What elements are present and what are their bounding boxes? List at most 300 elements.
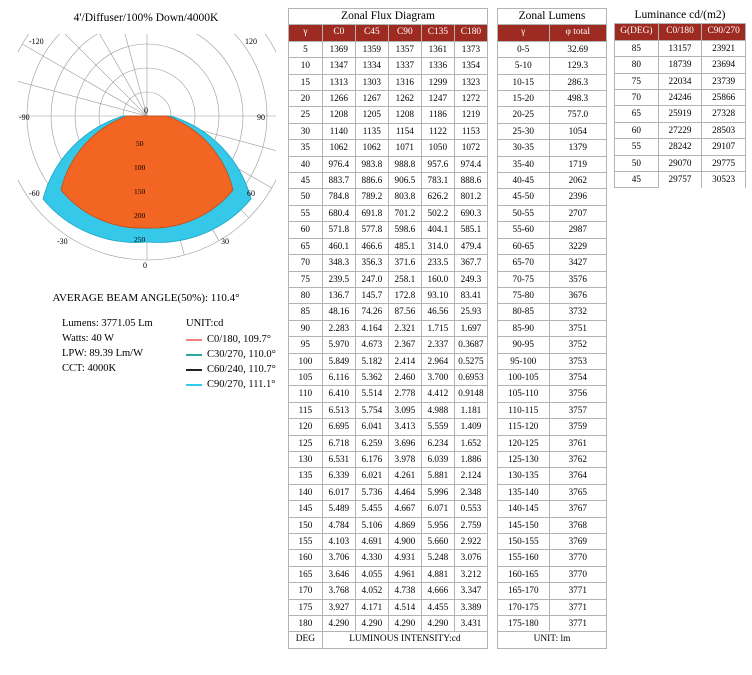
stat-lpw: LPW: 89.39 Lm/W <box>62 348 143 359</box>
table-row <box>498 304 607 320</box>
svg-text:0: 0 <box>143 261 147 270</box>
zonal-flux-cell-26-3: 4.261 <box>388 468 421 484</box>
svg-text:30: 30 <box>221 237 229 246</box>
zonal-flux-cell-10-5: 690.3 <box>454 205 487 221</box>
luminance-cell-8-2: 30523 <box>702 172 746 188</box>
zonal-lumens-cell-26-0: 130-135 <box>498 468 550 484</box>
polar-center-label: 0 <box>144 106 148 115</box>
luminance-cell-6-0: 55 <box>615 139 659 155</box>
zonal-flux-cell-27-3: 4.464 <box>388 484 421 500</box>
zonal-lumens-cell-11-0: 55-60 <box>498 222 550 238</box>
curve-legend <box>186 316 276 392</box>
zonal-flux-cell-28-4: 6.071 <box>421 501 454 517</box>
table-row <box>289 501 488 517</box>
zonal-flux-cell-23-0: 120 <box>289 419 323 435</box>
zonal-flux-cell-22-3: 3.095 <box>388 402 421 418</box>
zonal-lumens-cell-29-0: 145-150 <box>498 517 550 533</box>
zonal-flux-cell-15-5: 83.41 <box>454 287 487 303</box>
luminance-cell-4-2: 27328 <box>702 106 746 122</box>
zonal-flux-cell-15-1: 136.7 <box>322 287 355 303</box>
zonal-flux-cell-27-5: 2.348 <box>454 484 487 500</box>
zonal-flux-cell-8-4: 783.1 <box>421 173 454 189</box>
zonal-lumens-header-row <box>498 25 607 41</box>
luminance-title-row <box>615 8 746 24</box>
luminance-cell-3-2: 25866 <box>702 90 746 106</box>
table-row <box>498 534 607 550</box>
zonal-lumens-cell-4-0: 20-25 <box>498 107 550 123</box>
svg-text:60: 60 <box>247 189 255 198</box>
zonal-flux-cell-9-3: 803.8 <box>388 189 421 205</box>
zonal-flux-cell-28-0: 145 <box>289 501 323 517</box>
zonal-flux-cell-3-4: 1247 <box>421 91 454 107</box>
table-row <box>289 173 488 189</box>
table-row <box>498 484 607 500</box>
svg-text:-90: -90 <box>19 113 30 122</box>
zonal-flux-cell-9-0: 50 <box>289 189 323 205</box>
zonal-flux-cell-9-1: 784.8 <box>322 189 355 205</box>
zonal-lumens-cell-10-0: 50-55 <box>498 205 550 221</box>
table-row <box>289 402 488 418</box>
zonal-flux-cell-35-2: 4.290 <box>355 616 388 632</box>
table-row <box>498 501 607 517</box>
luminance-cell-8-0: 45 <box>615 172 659 188</box>
zonal-flux-cell-4-0: 25 <box>289 107 323 123</box>
zonal-lumens-cell-28-0: 140-145 <box>498 501 550 517</box>
zonal-flux-cell-29-5: 2.759 <box>454 517 487 533</box>
zonal-flux-cell-13-4: 233.5 <box>421 255 454 271</box>
zonal-flux-cell-31-5: 3.076 <box>454 550 487 566</box>
zonal-lumens-title: Zonal Lumens <box>498 9 607 25</box>
zonal-flux-cell-5-4: 1122 <box>421 123 454 139</box>
stat-watts: Watts: 40 W <box>62 333 115 344</box>
zonal-lumens-cell-25-0: 125-130 <box>498 451 550 467</box>
zonal-flux-cell-24-4: 6.234 <box>421 435 454 451</box>
luminance-cell-2-1: 22034 <box>658 73 702 89</box>
luminance-cell-1-0: 80 <box>615 57 659 73</box>
luminance-cell-2-0: 75 <box>615 73 659 89</box>
zonal-lumens-table-block <box>497 8 607 649</box>
table-row <box>289 123 488 139</box>
zonal-lumens-cell-8-1: 2062 <box>549 173 607 189</box>
zonal-flux-cell-26-0: 135 <box>289 468 323 484</box>
table-row <box>289 550 488 566</box>
zonal-lumens-cell-15-0: 75-80 <box>498 287 550 303</box>
zonal-flux-cell-26-2: 6.021 <box>355 468 388 484</box>
table-row <box>289 435 488 451</box>
zonal-flux-cell-33-4: 4.666 <box>421 583 454 599</box>
zonal-flux-cell-29-2: 5.106 <box>355 517 388 533</box>
zonal-flux-cell-17-1: 2.283 <box>322 320 355 336</box>
zonal-flux-cell-23-1: 6.695 <box>322 419 355 435</box>
table-row <box>289 369 488 385</box>
table-row <box>289 156 488 172</box>
zonal-flux-cell-0-5: 1373 <box>454 41 487 57</box>
zonal-flux-cell-20-3: 2.460 <box>388 369 421 385</box>
zonal-lumens-cell-16-0: 80-85 <box>498 304 550 320</box>
zonal-lumens-cell-33-0: 165-170 <box>498 583 550 599</box>
table-row <box>498 599 607 615</box>
zonal-lumens-cell-9-1: 2396 <box>549 189 607 205</box>
zonal-lumens-cell-32-1: 3770 <box>549 566 607 582</box>
zonal-lumens-cell-2-1: 286.3 <box>549 74 607 90</box>
zonal-flux-cell-20-2: 5.362 <box>355 369 388 385</box>
zonal-lumens-table <box>497 8 607 649</box>
table-row <box>498 386 607 402</box>
svg-text:50: 50 <box>136 139 144 148</box>
zonal-flux-cell-32-0: 165 <box>289 566 323 582</box>
svg-text:200: 200 <box>134 211 146 220</box>
zonal-flux-cell-29-0: 150 <box>289 517 323 533</box>
zonal-lumens-cell-7-0: 35-40 <box>498 156 550 172</box>
svg-text:100: 100 <box>134 163 146 172</box>
zonal-flux-cell-7-2: 983.8 <box>355 156 388 172</box>
zonal-flux-cell-33-0: 170 <box>289 583 323 599</box>
zonal-flux-footer-right: LUMINOUS INTENSITY:cd <box>322 632 487 648</box>
zonal-flux-cell-11-1: 571.8 <box>322 222 355 238</box>
zonal-flux-cell-21-5: 0.9148 <box>454 386 487 402</box>
table-row <box>289 107 488 123</box>
table-row <box>289 74 488 90</box>
luminance-header-row <box>615 24 746 40</box>
zonal-lumens-cell-21-0: 105-110 <box>498 386 550 402</box>
legend-item-c0-180 <box>186 332 276 347</box>
svg-text:120: 120 <box>245 37 257 46</box>
zonal-flux-cell-22-1: 6.513 <box>322 402 355 418</box>
zonal-lumens-cell-11-1: 2987 <box>549 222 607 238</box>
zonal-flux-cell-12-2: 466.6 <box>355 238 388 254</box>
zonal-flux-cell-18-2: 4.673 <box>355 337 388 353</box>
zonal-lumens-cell-20-0: 100-105 <box>498 369 550 385</box>
zonal-flux-cell-10-4: 502.2 <box>421 205 454 221</box>
zonal-lumens-cell-1-1: 129.3 <box>549 58 607 74</box>
zonal-lumens-title-row <box>498 9 607 25</box>
table-row <box>289 189 488 205</box>
zonal-flux-cell-16-1: 48.16 <box>322 304 355 320</box>
zonal-flux-cell-1-2: 1334 <box>355 58 388 74</box>
zonal-flux-cell-0-2: 1359 <box>355 41 388 57</box>
zonal-flux-cell-35-4: 4.290 <box>421 616 454 632</box>
zonal-lumens-cell-17-0: 85-90 <box>498 320 550 336</box>
zonal-flux-cell-7-3: 988.8 <box>388 156 421 172</box>
zonal-flux-cell-20-1: 6.116 <box>322 369 355 385</box>
zonal-flux-cell-5-1: 1140 <box>322 123 355 139</box>
zonal-flux-cell-13-3: 371.6 <box>388 255 421 271</box>
zonal-lumens-cell-5-1: 1054 <box>549 123 607 139</box>
zonal-flux-cell-13-0: 70 <box>289 255 323 271</box>
zonal-flux-cell-14-3: 258.1 <box>388 271 421 287</box>
zonal-flux-cell-31-1: 3.706 <box>322 550 355 566</box>
zonal-flux-cell-4-5: 1219 <box>454 107 487 123</box>
zonal-flux-cell-1-3: 1337 <box>388 58 421 74</box>
zonal-flux-header-2: C45 <box>355 25 388 41</box>
luminance-cell-6-2: 29107 <box>702 139 746 155</box>
table-row <box>498 451 607 467</box>
zonal-flux-cell-34-5: 3.389 <box>454 599 487 615</box>
zonal-flux-cell-14-2: 247.0 <box>355 271 388 287</box>
table-row <box>498 255 607 271</box>
table-row <box>498 222 607 238</box>
zonal-flux-cell-8-3: 906.5 <box>388 173 421 189</box>
zonal-flux-cell-14-1: 239.5 <box>322 271 355 287</box>
zonal-flux-cell-2-1: 1313 <box>322 74 355 90</box>
zonal-lumens-cell-23-0: 115-120 <box>498 419 550 435</box>
zonal-flux-cell-30-3: 4.900 <box>388 534 421 550</box>
zonal-flux-cell-34-2: 4.171 <box>355 599 388 615</box>
zonal-flux-cell-3-1: 1266 <box>322 91 355 107</box>
zonal-flux-cell-11-0: 60 <box>289 222 323 238</box>
zonal-flux-cell-24-3: 3.696 <box>388 435 421 451</box>
polar-plot-svg <box>18 34 276 284</box>
zonal-flux-cell-24-0: 125 <box>289 435 323 451</box>
zonal-flux-cell-10-0: 55 <box>289 205 323 221</box>
zonal-flux-cell-30-4: 5.660 <box>421 534 454 550</box>
zonal-lumens-cell-29-1: 3768 <box>549 517 607 533</box>
luminance-cell-1-1: 18739 <box>658 57 702 73</box>
svg-text:-60: -60 <box>29 189 40 198</box>
zonal-lumens-cell-34-1: 3771 <box>549 599 607 615</box>
svg-text:250: 250 <box>134 235 146 244</box>
luminance-cell-7-2: 29775 <box>702 155 746 171</box>
zonal-flux-cell-1-0: 10 <box>289 58 323 74</box>
zonal-flux-cell-1-1: 1347 <box>322 58 355 74</box>
zonal-flux-cell-11-2: 577.8 <box>355 222 388 238</box>
table-row <box>289 616 488 632</box>
zonal-flux-cell-18-0: 95 <box>289 337 323 353</box>
zonal-lumens-cell-14-0: 70-75 <box>498 271 550 287</box>
zonal-flux-cell-31-2: 4.330 <box>355 550 388 566</box>
luminance-header-0: G(DEG) <box>615 24 659 40</box>
table-row <box>289 320 488 336</box>
legend-swatch-c0-180 <box>186 339 202 341</box>
zonal-lumens-cell-3-0: 15-20 <box>498 91 550 107</box>
luminance-cell-5-0: 60 <box>615 122 659 138</box>
zonal-flux-cell-12-5: 479.4 <box>454 238 487 254</box>
zonal-flux-cell-30-1: 4.103 <box>322 534 355 550</box>
zonal-flux-cell-14-0: 75 <box>289 271 323 287</box>
stat-cct: CCT: 4000K <box>62 363 117 374</box>
zonal-lumens-cell-3-1: 498.3 <box>549 91 607 107</box>
luminance-cell-7-0: 50 <box>615 155 659 171</box>
legend-label-c0-180: C0/180, 109.7° <box>207 334 271 345</box>
table-row <box>498 123 607 139</box>
zonal-flux-cell-25-5: 1.886 <box>454 451 487 467</box>
luminance-cell-8-1: 29757 <box>658 172 702 188</box>
zonal-flux-cell-32-2: 4.055 <box>355 566 388 582</box>
zonal-flux-cell-26-4: 5.881 <box>421 468 454 484</box>
zonal-flux-header-1: C0 <box>322 25 355 41</box>
zonal-flux-cell-10-2: 691.8 <box>355 205 388 221</box>
table-row <box>289 222 488 238</box>
table-row <box>289 517 488 533</box>
zonal-flux-cell-34-3: 4.514 <box>388 599 421 615</box>
table-row <box>615 73 746 89</box>
zonal-flux-cell-18-1: 5.970 <box>322 337 355 353</box>
zonal-flux-cell-27-4: 5.996 <box>421 484 454 500</box>
zonal-lumens-cell-18-0: 90-95 <box>498 337 550 353</box>
zonal-lumens-header-0: γ <box>498 25 550 41</box>
zonal-flux-cell-19-2: 5.182 <box>355 353 388 369</box>
zonal-flux-cell-35-5: 3.431 <box>454 616 487 632</box>
legend-item-c60-240 <box>186 362 276 377</box>
zonal-flux-cell-25-4: 6.039 <box>421 451 454 467</box>
zonal-lumens-cell-16-1: 3732 <box>549 304 607 320</box>
zonal-lumens-cell-31-0: 155-160 <box>498 550 550 566</box>
zonal-flux-cell-23-5: 1.409 <box>454 419 487 435</box>
zonal-lumens-cell-7-1: 1719 <box>549 156 607 172</box>
zonal-flux-cell-0-4: 1361 <box>421 41 454 57</box>
zonal-flux-cell-27-2: 5.736 <box>355 484 388 500</box>
table-row <box>289 304 488 320</box>
zonal-flux-header-3: C90 <box>388 25 421 41</box>
zonal-flux-cell-2-3: 1316 <box>388 74 421 90</box>
table-row <box>498 435 607 451</box>
zonal-flux-header-0: γ <box>289 25 323 41</box>
table-row <box>498 402 607 418</box>
zonal-flux-cell-18-5: 0.3687 <box>454 337 487 353</box>
zonal-flux-cell-6-3: 1071 <box>388 140 421 156</box>
table-row <box>498 583 607 599</box>
zonal-flux-cell-33-3: 4.738 <box>388 583 421 599</box>
table-row <box>289 484 488 500</box>
zonal-flux-cell-31-0: 160 <box>289 550 323 566</box>
zonal-flux-cell-19-1: 5.849 <box>322 353 355 369</box>
zonal-lumens-footer: UNIT: lm <box>498 632 607 648</box>
zonal-flux-cell-4-1: 1208 <box>322 107 355 123</box>
luminance-table-block <box>614 8 746 188</box>
zonal-flux-cell-33-2: 4.052 <box>355 583 388 599</box>
table-row <box>498 287 607 303</box>
zonal-flux-header-4: C135 <box>421 25 454 41</box>
zonal-flux-cell-11-5: 585.1 <box>454 222 487 238</box>
zonal-flux-cell-15-0: 80 <box>289 287 323 303</box>
zonal-lumens-cell-24-0: 120-125 <box>498 435 550 451</box>
zonal-flux-cell-15-3: 172.8 <box>388 287 421 303</box>
zonal-flux-cell-32-3: 4.961 <box>388 566 421 582</box>
polar-plot <box>18 34 276 284</box>
zonal-lumens-cell-20-1: 3754 <box>549 369 607 385</box>
zonal-lumens-cell-24-1: 3761 <box>549 435 607 451</box>
zonal-flux-cell-11-4: 404.1 <box>421 222 454 238</box>
legend-label-c30-270: C30/270, 110.0° <box>207 349 276 360</box>
table-row <box>498 517 607 533</box>
zonal-lumens-cell-33-1: 3771 <box>549 583 607 599</box>
zonal-lumens-cell-13-0: 65-70 <box>498 255 550 271</box>
photometric-stats <box>62 316 153 376</box>
zonal-flux-table <box>288 8 488 649</box>
zonal-lumens-cell-27-1: 3765 <box>549 484 607 500</box>
zonal-flux-cell-4-3: 1208 <box>388 107 421 123</box>
zonal-flux-cell-18-3: 2.367 <box>388 337 421 353</box>
zonal-flux-cell-17-3: 2.321 <box>388 320 421 336</box>
fixture-title: 4'/Diffuser/100% Down/4000K <box>73 12 219 24</box>
table-row <box>615 106 746 122</box>
zonal-flux-cell-2-4: 1299 <box>421 74 454 90</box>
zonal-flux-cell-33-5: 3.347 <box>454 583 487 599</box>
luminance-cell-3-1: 24246 <box>658 90 702 106</box>
zonal-flux-cell-32-1: 3.646 <box>322 566 355 582</box>
zonal-flux-cell-10-1: 680.4 <box>322 205 355 221</box>
svg-text:150: 150 <box>134 187 146 196</box>
table-row <box>289 255 488 271</box>
table-row <box>498 205 607 221</box>
zonal-flux-cell-25-3: 3.978 <box>388 451 421 467</box>
zonal-lumens-cell-2-0: 10-15 <box>498 74 550 90</box>
table-row <box>289 583 488 599</box>
zonal-flux-cell-0-1: 1369 <box>322 41 355 57</box>
zonal-flux-title-row <box>289 9 488 25</box>
zonal-lumens-cell-13-1: 3427 <box>549 255 607 271</box>
legend-swatch-c60-240 <box>186 369 202 371</box>
zonal-lumens-cell-9-0: 45-50 <box>498 189 550 205</box>
zonal-flux-cell-12-1: 460.1 <box>322 238 355 254</box>
zonal-lumens-cell-27-0: 135-140 <box>498 484 550 500</box>
zonal-flux-cell-16-5: 25.93 <box>454 304 487 320</box>
table-row <box>498 271 607 287</box>
zonal-lumens-cell-1-0: 5-10 <box>498 58 550 74</box>
svg-text:-120: -120 <box>29 37 44 46</box>
zonal-flux-cell-5-3: 1154 <box>388 123 421 139</box>
luminance-cell-5-1: 27229 <box>658 122 702 138</box>
stat-lumens: Lumens: 3771.05 Lm <box>62 318 153 329</box>
zonal-flux-cell-26-1: 6.339 <box>322 468 355 484</box>
zonal-flux-cell-34-4: 4.455 <box>421 599 454 615</box>
table-row <box>615 122 746 138</box>
zonal-lumens-cell-30-1: 3769 <box>549 534 607 550</box>
table-row <box>615 172 746 188</box>
zonal-flux-header-5: C180 <box>454 25 487 41</box>
zonal-flux-cell-19-3: 2.414 <box>388 353 421 369</box>
zonal-flux-cell-16-0: 85 <box>289 304 323 320</box>
legend-item-c90-270 <box>186 377 276 392</box>
zonal-lumens-cell-12-1: 3229 <box>549 238 607 254</box>
zonal-flux-cell-6-0: 35 <box>289 140 323 156</box>
table-row <box>615 90 746 106</box>
table-row <box>289 451 488 467</box>
zonal-flux-cell-13-1: 348.3 <box>322 255 355 271</box>
zonal-flux-cell-8-2: 886.6 <box>355 173 388 189</box>
zonal-flux-cell-21-4: 4.412 <box>421 386 454 402</box>
zonal-flux-cell-17-2: 4.164 <box>355 320 388 336</box>
zonal-flux-cell-23-2: 6.041 <box>355 419 388 435</box>
zonal-flux-cell-3-3: 1262 <box>388 91 421 107</box>
zonal-flux-cell-17-5: 1.697 <box>454 320 487 336</box>
zonal-flux-cell-12-4: 314.0 <box>421 238 454 254</box>
zonal-flux-cell-4-2: 1205 <box>355 107 388 123</box>
zonal-flux-cell-0-3: 1357 <box>388 41 421 57</box>
table-row <box>289 205 488 221</box>
zonal-flux-cell-20-5: 0.6953 <box>454 369 487 385</box>
zonal-flux-cell-13-5: 367.7 <box>454 255 487 271</box>
zonal-flux-cell-17-4: 1.715 <box>421 320 454 336</box>
zonal-flux-cell-9-2: 789.2 <box>355 189 388 205</box>
zonal-flux-cell-5-0: 30 <box>289 123 323 139</box>
zonal-flux-cell-21-1: 6.410 <box>322 386 355 402</box>
table-row <box>498 107 607 123</box>
table-row <box>498 58 607 74</box>
zonal-flux-cell-19-5: 0.5275 <box>454 353 487 369</box>
table-row <box>498 468 607 484</box>
zonal-flux-cell-28-5: 0.553 <box>454 501 487 517</box>
table-row <box>498 41 607 57</box>
zonal-flux-cell-32-4: 4.881 <box>421 566 454 582</box>
table-row <box>289 91 488 107</box>
table-row <box>498 156 607 172</box>
table-row <box>498 353 607 369</box>
zonal-flux-cell-13-2: 356.3 <box>355 255 388 271</box>
zonal-flux-cell-21-2: 5.514 <box>355 386 388 402</box>
zonal-flux-cell-3-2: 1267 <box>355 91 388 107</box>
zonal-flux-cell-16-2: 74.26 <box>355 304 388 320</box>
